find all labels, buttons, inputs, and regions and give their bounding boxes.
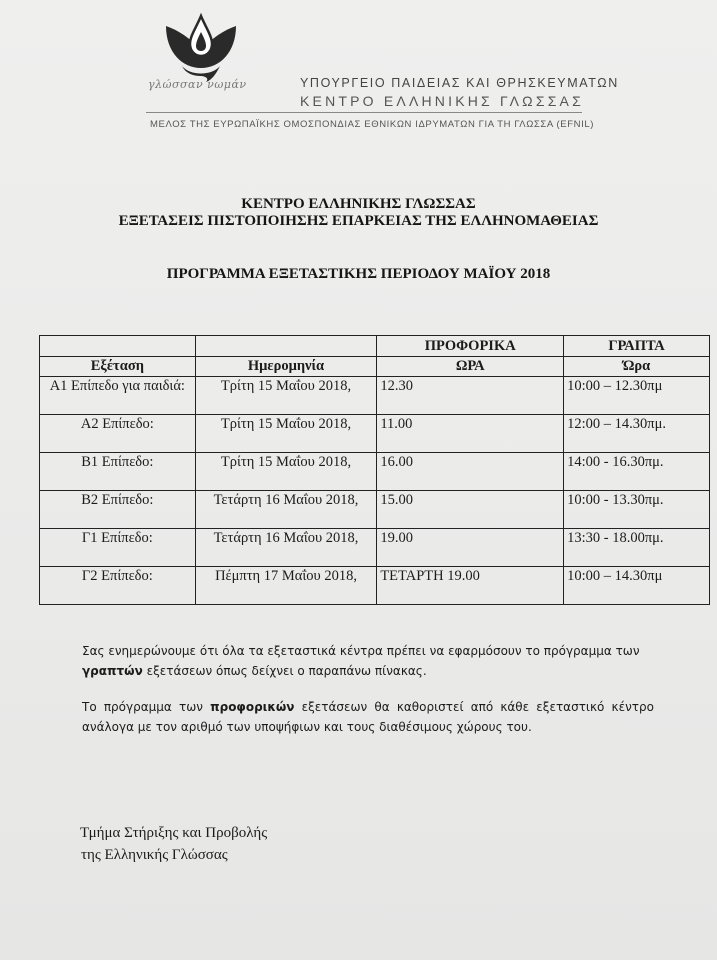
cell-date: Τετάρτη 16 Μαΐου 2018, xyxy=(195,491,377,529)
column-header-written-time: Ώρα xyxy=(564,357,710,377)
written-group-header: ΓΡΑΠΤΑ xyxy=(564,336,710,357)
signature-block xyxy=(80,822,267,866)
exam-schedule-table xyxy=(39,335,710,605)
oral-group-header: ΠΡΟΦΟΡΙΚΑ xyxy=(377,336,564,357)
cell-oral-time: 16.00 xyxy=(377,453,564,491)
cell-exam: Β2 Επίπεδο: xyxy=(40,491,196,529)
table-row xyxy=(40,415,710,453)
cell-written-time: 10:00 – 14.30πμ xyxy=(564,567,710,605)
table-row xyxy=(40,377,710,415)
note-text: Σας ενημερώνουμε ότι όλα τα εξεταστικά κέντρα πρέπει να εφαρμόσουν το πρόγραμμα των xyxy=(82,644,640,658)
note-text: Το πρόγραμμα των xyxy=(82,700,211,714)
cell-oral-time: ΤΕΤΑΡΤΗ 19.00 xyxy=(377,567,564,605)
ministry-name: ΥΠΟΥΡΓΕΙΟ ΠΑΙΔΕΙΑΣ ΚΑΙ ΘΡΗΣΚΕΥΜΑΤΩΝ xyxy=(300,76,619,90)
logo-caption: γλώσσαν νωμάν xyxy=(148,78,247,91)
table-group-header-row xyxy=(40,336,710,357)
cell-date: Τρίτη 15 Μαΐου 2018, xyxy=(195,377,377,415)
cell-exam: Β1 Επίπεδο: xyxy=(40,453,196,491)
membership-text: ΜΕΛΟΣ ΤΗΣ ΕΥΡΩΠΑΪΚΗΣ ΟΜΟΣΠΟΝΔΙΑΣ ΕΘΝΙΚΩΝ ΙΔΡΥΜΑΤΩΝ ΓΙΑ ΤΗ ΓΛΩΣΣΑ (EFNIL) xyxy=(150,119,594,130)
cell-written-time: 14:00 - 16.30πμ. xyxy=(564,453,710,491)
header-divider xyxy=(146,112,582,113)
cell-oral-time: 19.00 xyxy=(377,529,564,567)
note-text: εξετάσεων θα καθοριστεί από κάθε εξεταστικό κέντρο ανάλογα με τον αριθμό των υποψήφιων και τους διαθέσιμους χώρους του. xyxy=(82,700,654,734)
cell-date: Τρίτη 15 Μαΐου 2018, xyxy=(195,415,377,453)
empty-header-cell xyxy=(195,336,377,357)
cell-oral-time: 11.00 xyxy=(377,415,564,453)
cell-exam: Γ1 Επίπεδο: xyxy=(40,529,196,567)
center-name: ΚΕΝΤΡΟ ΕΛΛΗΝΙΚΗΣ ΓΛΩΣΣΑΣ xyxy=(300,93,584,109)
note-oral-exams xyxy=(82,697,654,737)
table-row xyxy=(40,453,710,491)
cell-date: Τρίτη 15 Μαΐου 2018, xyxy=(195,453,377,491)
cell-date: Πέμπτη 17 Μαΐου 2018, xyxy=(195,567,377,605)
cell-written-time: 12:00 – 14.30πμ. xyxy=(564,415,710,453)
cell-written-time: 10:00 - 13.30πμ. xyxy=(564,491,710,529)
cell-exam: Α1 Επίπεδο για παιδιά: xyxy=(40,377,196,415)
empty-header-cell xyxy=(40,336,196,357)
column-header-exam: Εξέταση xyxy=(40,357,196,377)
table-header-row xyxy=(40,357,710,377)
note-written-exams xyxy=(82,641,654,681)
note-bold-oral: προφορικών xyxy=(210,700,295,714)
cell-written-time: 13:30 - 18.00πμ. xyxy=(564,529,710,567)
cell-exam: Γ2 Επίπεδο: xyxy=(40,567,196,605)
table-row xyxy=(40,567,710,605)
note-text: εξετάσεων όπως δείχνει ο παραπάνω πίνακας. xyxy=(142,664,427,678)
table-row xyxy=(40,529,710,567)
cell-written-time: 10:00 – 12.30πμ xyxy=(564,377,710,415)
title-exams: ΕΞΕΤΑΣΕΙΣ ΠΙΣΤΟΠΟΙΗΣΗΣ ΕΠΑΡΚΕΙΑΣ ΤΗΣ ΕΛΛΗΝΟΜΑΘΕΙΑΣ xyxy=(118,213,599,229)
signature-line-1: Τμήμα Στήριξης και Προβολής xyxy=(80,825,268,841)
title-program: ΠΡΟΓΡΑΜΜΑ ΕΞΕΤΑΣΤΙΚΗΣ ΠΕΡΙΟΔΟΥ ΜΑΪΟΥ 2018 xyxy=(166,266,551,282)
cell-oral-time: 12.30 xyxy=(377,377,564,415)
cell-exam: Α2 Επίπεδο: xyxy=(40,415,196,453)
cell-date: Τετάρτη 16 Μαΐου 2018, xyxy=(195,529,377,567)
column-header-oral-time: ΩΡΑ xyxy=(377,357,564,377)
signature-line-2: της Ελληνικής Γλώσσας xyxy=(81,847,228,863)
note-bold-written: γραπτών xyxy=(82,664,143,678)
cell-oral-time: 15.00 xyxy=(377,491,564,529)
column-header-date: Ημερομηνία xyxy=(195,357,377,377)
title-center: ΚΕΝΤΡΟ ΕΛΛΗΝΙΚΗΣ ΓΛΩΣΣΑΣ xyxy=(241,196,476,212)
drop-in-petals-icon xyxy=(160,4,242,84)
table-row xyxy=(40,491,710,529)
